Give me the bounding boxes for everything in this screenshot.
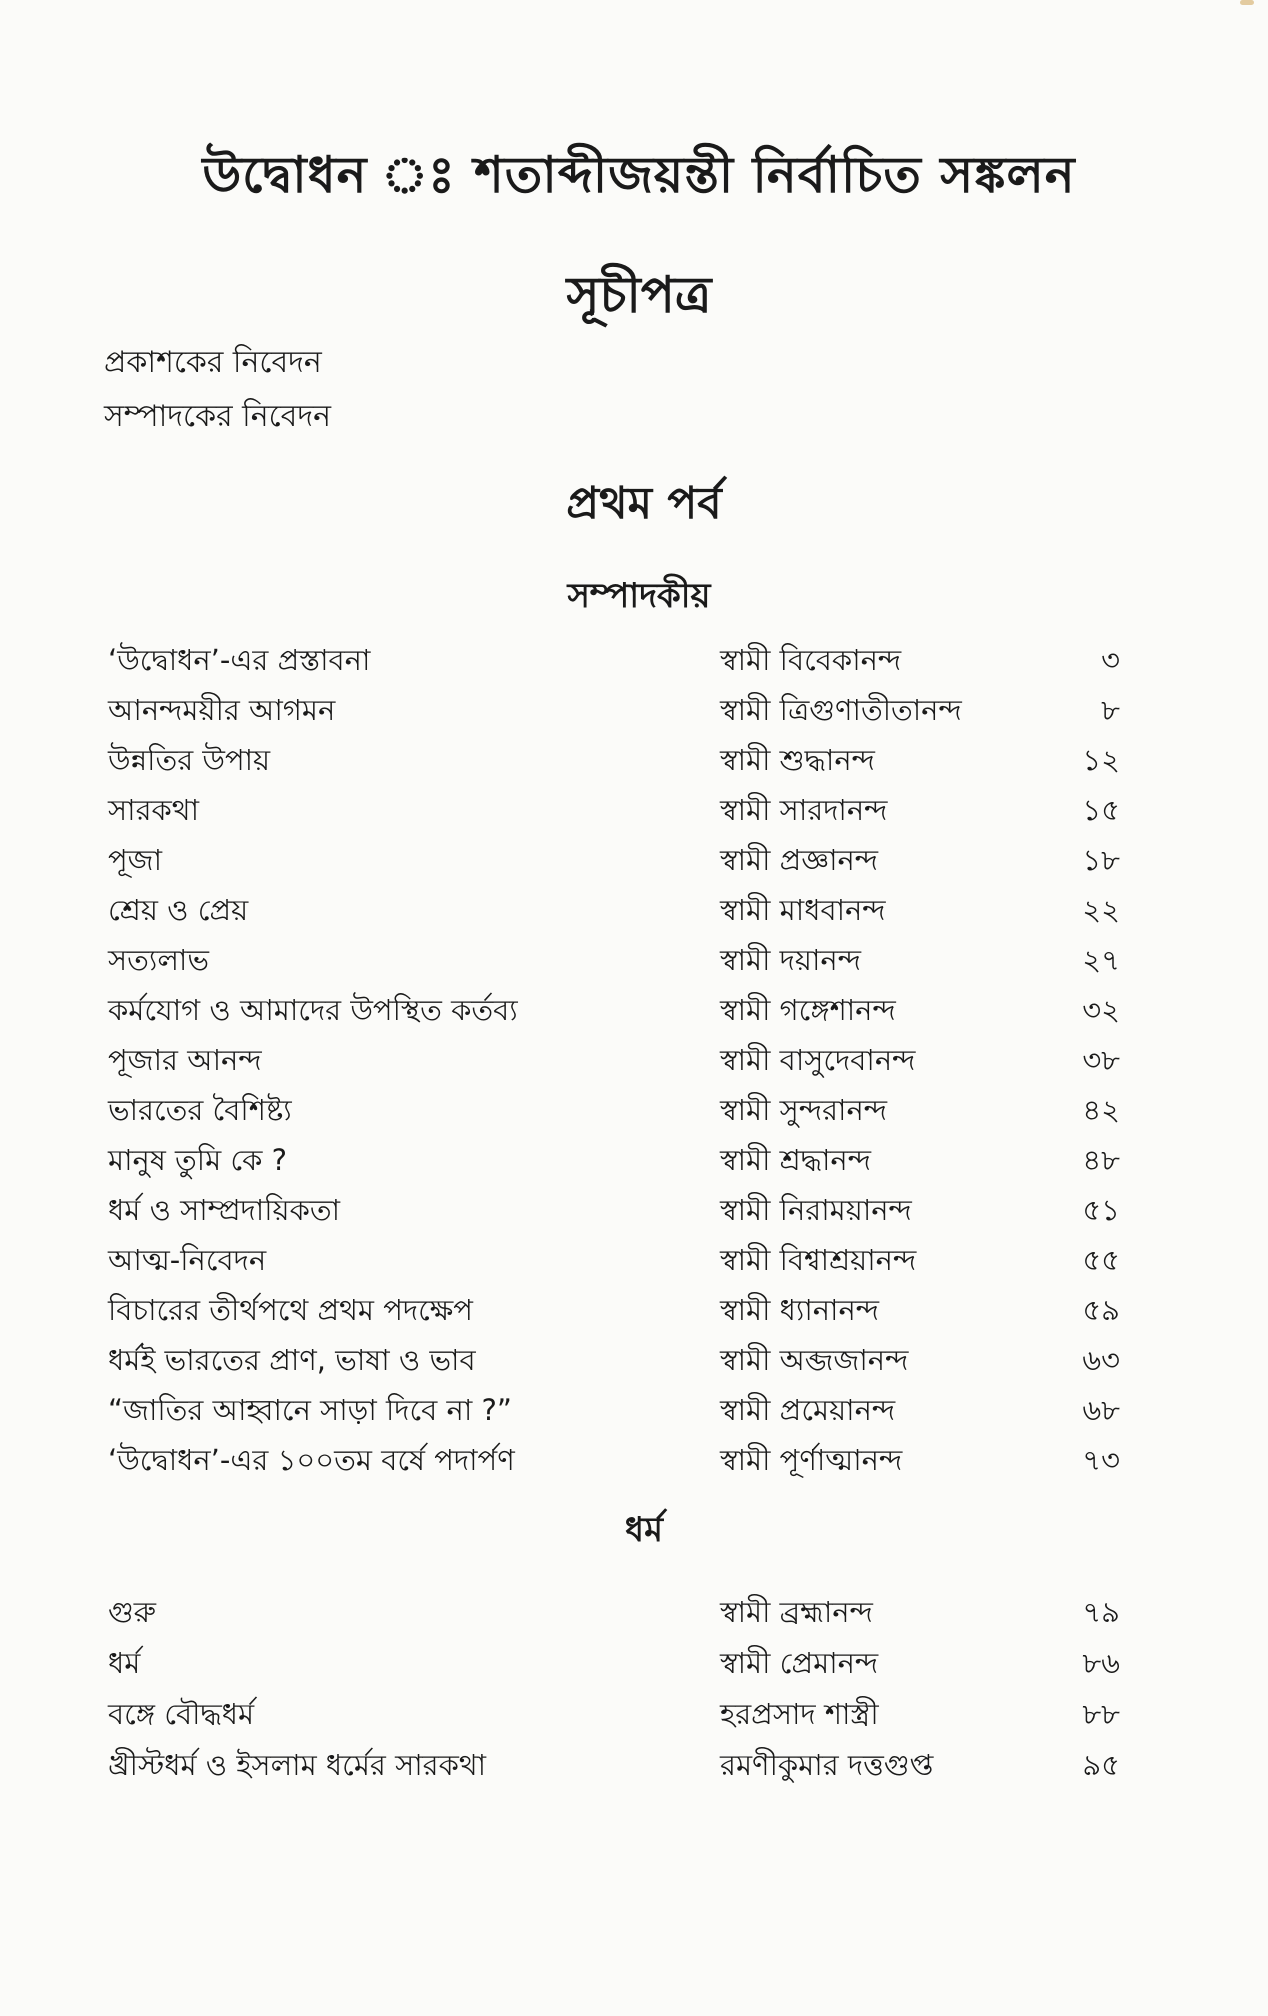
toc-entry — [0, 838, 1268, 886]
toc-entry-title: আনন্দময়ীর আগমন — [108, 693, 336, 727]
toc-entry-title: ধর্ম — [108, 1646, 141, 1680]
toc-entry-author: স্বামী দয়ানন্দ — [720, 943, 861, 977]
toc-entry — [0, 1088, 1268, 1136]
toc-entry-author: স্বামী সুন্দরানন্দ — [720, 1093, 888, 1127]
toc-entry-title: মানুষ তুমি কে ? — [108, 1143, 288, 1177]
toc-entry — [0, 1438, 1268, 1486]
toc-entry — [0, 1590, 1268, 1638]
section-heading-editorial: সম্পাদকীয় — [567, 576, 711, 616]
toc-entry-page-number: ৮৬ — [1082, 1646, 1120, 1680]
toc-entry-page-number: ৮৮ — [1082, 1697, 1120, 1731]
toc-entry-title: উন্নতির উপায় — [108, 743, 271, 777]
toc-entry-author: স্বামী ত্রিগুণাতীতানন্দ — [720, 693, 962, 727]
toc-entry-title: সারকথা — [108, 793, 199, 827]
toc-entry-page-number: ৭৩ — [1082, 1443, 1120, 1477]
toc-entry-title: “জাতির আহ্বানে সাড়া দিবে না ?” — [108, 1393, 512, 1427]
preface-editor: সম্পাদকের নিবেদন — [104, 399, 332, 434]
toc-entry-title: সত্যলাভ — [108, 943, 209, 977]
toc-entry-author: স্বামী অব্জজানন্দ — [720, 1343, 909, 1377]
toc-entry-title: গুরু — [108, 1595, 156, 1629]
toc-entry-page-number: ২৭ — [1082, 943, 1120, 977]
toc-entry-author: স্বামী প্রেমানন্দ — [720, 1646, 879, 1680]
toc-entry-page-number: ৫৯ — [1082, 1293, 1120, 1327]
toc-entry-author: হরপ্রসাদ শাস্ত্রী — [720, 1697, 879, 1731]
toc-entry-author: স্বামী নিরাময়ানন্দ — [720, 1193, 912, 1227]
toc-entry — [0, 1641, 1268, 1689]
toc-entry-author: স্বামী গঙ্গেশানন্দ — [720, 993, 896, 1027]
toc-entry-author: স্বামী ধ্যানানন্দ — [720, 1293, 880, 1327]
toc-entry-title: আত্ম-নিবেদন — [108, 1243, 267, 1277]
toc-entry-title: খ্রীস্টধর্ম ও ইসলাম ধর্মের সারকথা — [108, 1748, 487, 1782]
toc-entry-title: ধর্মই ভারতের প্রাণ, ভাষা ও ভাব — [108, 1343, 476, 1377]
toc-entry-title: ‘উদ্বোধন’-এর ১০০তম বর্ষে পদার্পণ — [108, 1443, 515, 1477]
toc-entry-author: স্বামী বিশ্বাশ্রয়ানন্দ — [720, 1243, 917, 1277]
toc-entry — [0, 1188, 1268, 1236]
toc-entry — [0, 1338, 1268, 1386]
toc-entry-author: স্বামী বাসুদেবানন্দ — [720, 1043, 916, 1077]
toc-entry — [0, 1743, 1268, 1791]
toc-entry-page-number: ৮ — [1101, 693, 1120, 727]
toc-entry-author: স্বামী শ্রদ্ধানন্দ — [720, 1143, 872, 1177]
toc-entry-title: বঙ্গে বৌদ্ধধর্ম — [108, 1697, 255, 1731]
toc-entry — [0, 638, 1268, 686]
toc-entry-page-number: ৬৮ — [1082, 1393, 1120, 1427]
paper-speck — [1228, 0, 1268, 8]
toc-entry-title: বিচারের তীর্থপথে প্রথম পদক্ষেপ — [108, 1293, 473, 1327]
toc-entry-author: স্বামী ব্রহ্মানন্দ — [720, 1595, 873, 1629]
toc-entry-title: ‘উদ্বোধন’-এর প্রস্তাবনা — [108, 643, 371, 677]
section-heading-religion: ধর্ম — [625, 1510, 663, 1550]
toc-entry-author: স্বামী মাধবানন্দ — [720, 893, 886, 927]
toc-entry-author: রমণীকুমার দত্তগুপ্ত — [720, 1748, 934, 1782]
toc-entry-author: স্বামী প্রমেয়ানন্দ — [720, 1393, 896, 1427]
toc-entry-title: কর্মযোগ ও আমাদের উপস্থিত কর্তব্য — [108, 993, 518, 1027]
toc-entry-page-number: ৫১ — [1082, 1193, 1120, 1227]
part-heading: প্রথম পর্ব — [566, 478, 722, 529]
toc-entry-title: শ্রেয় ও প্রেয় — [108, 893, 249, 927]
toc-entry-page-number: ১২ — [1082, 743, 1120, 777]
contents-heading: সূচীপত্র — [566, 266, 712, 324]
toc-entry — [0, 938, 1268, 986]
preface-publisher: প্রকাশকের নিবেদন — [104, 345, 322, 380]
toc-entry-author: স্বামী সারদানন্দ — [720, 793, 888, 827]
toc-entry-page-number: ৪২ — [1082, 1093, 1120, 1127]
toc-entry — [0, 988, 1268, 1036]
toc-entry-author: স্বামী প্রজ্ঞানন্দ — [720, 843, 879, 877]
toc-entry — [0, 1288, 1268, 1336]
toc-entry-title: ধর্ম ও সাম্প্রদায়িকতা — [108, 1193, 341, 1227]
toc-entry-page-number: ৪৮ — [1082, 1143, 1120, 1177]
toc-entry-title: পূজার আনন্দ — [108, 1043, 262, 1077]
toc-entry — [0, 1238, 1268, 1286]
toc-entry-page-number: ২২ — [1082, 893, 1120, 927]
toc-entry-page-number: ৬৩ — [1082, 1343, 1120, 1377]
toc-entry — [0, 688, 1268, 736]
toc-entry — [0, 888, 1268, 936]
toc-entry — [0, 1138, 1268, 1186]
toc-entry — [0, 788, 1268, 836]
toc-entry-page-number: ৩২ — [1082, 993, 1120, 1027]
toc-entry — [0, 1692, 1268, 1740]
toc-entry-author: স্বামী বিবেকানন্দ — [720, 643, 902, 677]
toc-entry-page-number: ৭৯ — [1082, 1595, 1120, 1629]
toc-entry-author: স্বামী পূর্ণাত্মানন্দ — [720, 1443, 903, 1477]
toc-entry-title: ভারতের বৈশিষ্ট্য — [108, 1093, 292, 1127]
toc-entry-author: স্বামী শুদ্ধানন্দ — [720, 743, 875, 777]
toc-entry-title: পূজা — [108, 843, 163, 877]
toc-entry — [0, 1388, 1268, 1436]
toc-entry-page-number: ৯৫ — [1082, 1748, 1120, 1782]
toc-entry-page-number: ৫৫ — [1082, 1243, 1120, 1277]
toc-entry — [0, 738, 1268, 786]
toc-entry-page-number: ৩ — [1101, 643, 1120, 677]
toc-entry — [0, 1038, 1268, 1086]
toc-entry-page-number: ১৫ — [1082, 793, 1120, 827]
toc-entry-page-number: ১৮ — [1082, 843, 1120, 877]
toc-entry-page-number: ৩৮ — [1082, 1043, 1120, 1077]
book-title: উদ্বোধন ঃ শতাব্দীজয়ন্তী নির্বাচিত সঙ্কলন — [202, 146, 1076, 204]
